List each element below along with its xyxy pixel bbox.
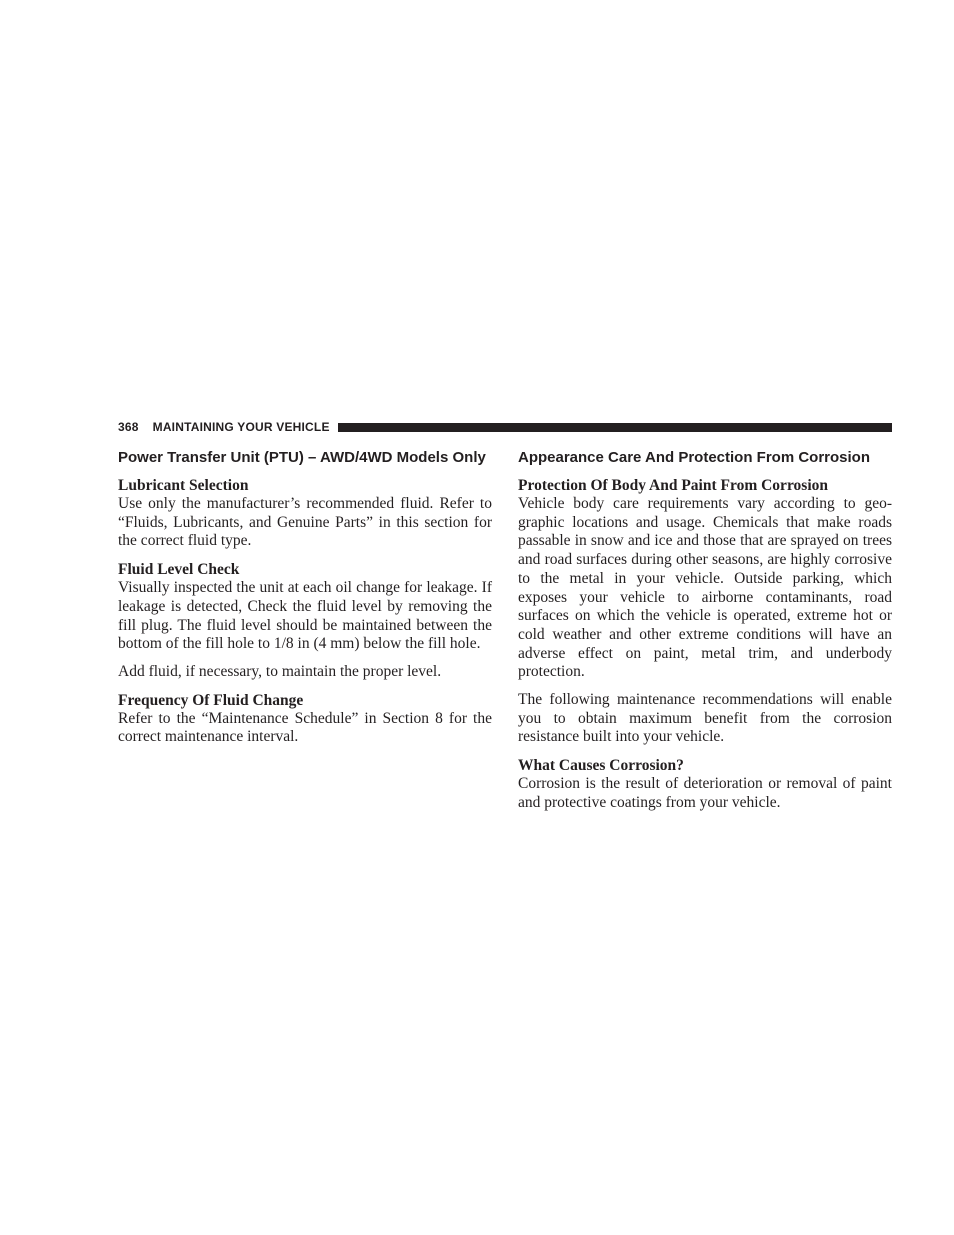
what-causes-corrosion-text: Corrosion is the result of deterioration or removal of paint and protective coatings from your vehicle. <box>518 775 892 811</box>
left-column <box>118 448 492 756</box>
section-title: MAINTAINING YOUR VEHICLE <box>152 420 330 434</box>
recommendations-text: The following maintenance recommendations will enable you to obtain maximum benefit from the corrosion resistance built into your vehicle. <box>518 691 892 746</box>
header-rule <box>338 423 892 432</box>
lubricant-selection-heading: Lubricant Selection <box>118 477 249 494</box>
right-column <box>518 448 892 822</box>
lubricant-selection-text: Use only the manufacturer’s recommended fluid. Refer to “Fluids, Lubricants, and Genuine Parts” in this section for the correct fluid type. <box>118 495 492 550</box>
frequency-heading: Frequency Of Fluid Change <box>118 691 304 709</box>
fluid-level-check-text: Visually inspected the unit at each oil change for leakage. If leakage is detected, Check the fluid level by removing the fill plug. The fluid level should be maintained between the bottom of the fill hole to 1/8 in (4 mm) below the fill hole. <box>118 579 492 653</box>
ptu-heading: Power Transfer Unit (PTU) – AWD/4WD Models Only <box>118 449 486 466</box>
add-fluid-text: Add fluid, if necessary, to maintain the proper level. <box>118 662 442 680</box>
page-number: 368 <box>118 420 139 434</box>
protection-heading: Protection Of Body And Paint From Corrosion <box>518 477 828 494</box>
what-causes-corrosion-heading: What Causes Corrosion? <box>518 757 684 775</box>
frequency-text: Refer to the “Maintenance Schedule” in Section 8 for the correct maintenance interval. <box>118 709 492 746</box>
fluid-level-check-heading: Fluid Level Check <box>118 561 240 579</box>
appearance-care-heading: Appearance Care And Protection From Corrosion <box>518 449 871 466</box>
protection-text: Vehicle body care requirements vary according to geographic locations and usage. Chemicals that make roads passable in snow and ice and those that are sprayed on trees and road surfaces during other seasons, are highly corrosive to the metal in your vehicle. Outside parking, which exposes your vehicle to airborne contaminants, road surfaces on which the vehicle is operated, extreme hot or cold weather and other extreme conditions will have an adverse effect on paint, metal trim, and underbody protection. <box>518 495 892 681</box>
page-header <box>118 419 892 435</box>
